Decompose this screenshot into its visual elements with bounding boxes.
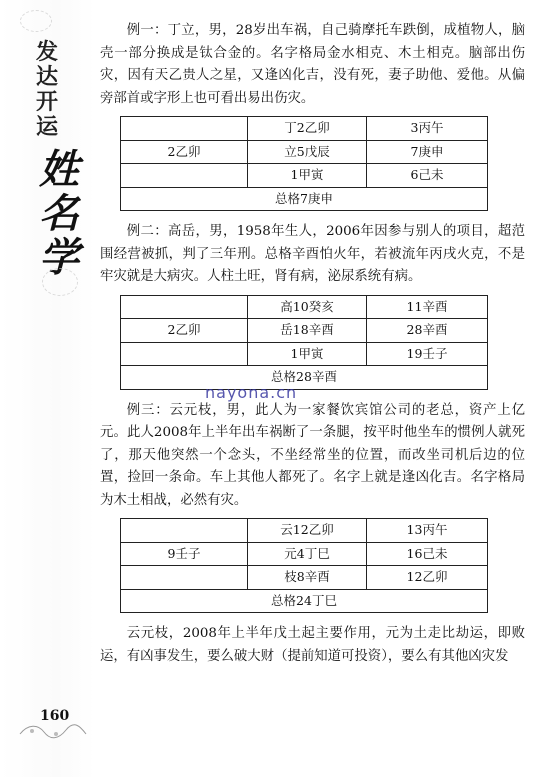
page-content [100, 20, 525, 674]
example-1-text: 例一：丁立，男，28岁出车祸，自己骑摩托车跌倒，成植物人，脑壳一部分换成是钛合金的。名字格局金水相克、木土相克。脑部出伤灾，因有天乙贵人之星，又逢凶化吉，没有死，妻子助他、爱他。从偏旁部首或字形上也可看出易出伤灾。 [100, 23, 525, 106]
ornament-swirl-icon [42, 268, 78, 296]
book-title-char: 发 [35, 40, 58, 65]
table-row [121, 319, 488, 343]
book-title-calligraphy [34, 148, 84, 280]
page-number: 160 [40, 708, 70, 724]
table-row [121, 589, 488, 613]
table-row [121, 542, 488, 566]
book-title-char: 开 [35, 90, 58, 115]
table-cell [121, 566, 248, 590]
calligraphy-char: 姓 [39, 146, 79, 193]
table-cell [121, 295, 248, 319]
table-row [121, 164, 488, 188]
book-title-char: 达 [35, 65, 58, 90]
name-chart-table-3 [120, 518, 488, 613]
calligraphy-char: 学 [39, 234, 79, 281]
example-2-text: 例二：高岳，男，1958年生人，2006年因参与别人的项目，超范围经营被抓，判了三年刑。总格辛酉怕火年，若被流年丙戌火克，不是牢灾就是大病灾。人柱土旺，肾有病，泌尿系统有病。 [100, 224, 525, 284]
watermark-text: nayona.cn [205, 383, 298, 402]
table-cell: 高10癸亥 [248, 295, 367, 319]
table-cell: 1甲寅 [248, 164, 367, 188]
table-cell: 28辛酉 [367, 319, 488, 343]
table-row [121, 187, 488, 211]
name-chart-table-2 [120, 295, 488, 390]
table-cell: 19壬子 [367, 342, 488, 366]
table-row [121, 342, 488, 366]
table-row [121, 566, 488, 590]
page-ornament-icon [18, 722, 88, 740]
book-title-vertical [32, 40, 62, 140]
table-cell: 云12乙卯 [248, 519, 367, 543]
table-cell: 6己未 [367, 164, 488, 188]
table-cell: 16己未 [367, 542, 488, 566]
table-cell: 2乙卯 [121, 319, 248, 343]
table-cell: 13丙午 [367, 519, 488, 543]
table-cell: 11辛酉 [367, 295, 488, 319]
table-cell [121, 519, 248, 543]
table-cell: 立5戊辰 [248, 140, 367, 164]
example-3-text: 例三：云元枝，男，此人为一家餐饮宾馆公司的老总，资产上亿元。此人2008年上半年出车祸断了一条腿，按平时他坐车的惯例人就死了，那天他突然一个念头，不坐经常坐的位置，而改坐司机后边的位置，捡回一条命。车上其他人都死了。名字上就是逢凶化吉。名字格局为木土相战，必然有灾。 [100, 402, 525, 508]
table-cell: 元4丁巳 [248, 542, 367, 566]
table-cell [121, 342, 248, 366]
book-title-char: 运 [35, 115, 58, 140]
page-sidebar [0, 0, 95, 777]
table-cell [121, 164, 248, 188]
table-row [121, 117, 488, 141]
table-row [121, 295, 488, 319]
table-cell: 岳18辛酉 [248, 319, 367, 343]
table-cell: 枝8辛酉 [248, 566, 367, 590]
table-row [121, 140, 488, 164]
ornament-swirl-icon [20, 10, 52, 32]
table-cell: 9壬子 [121, 542, 248, 566]
name-chart-table-1 [120, 116, 488, 211]
table-row [121, 366, 488, 390]
table-cell: 12乙卯 [367, 566, 488, 590]
table-cell: 3丙午 [367, 117, 488, 141]
table-cell: 1甲寅 [248, 342, 367, 366]
calligraphy-char: 名 [39, 190, 79, 237]
table-total-cell: 总格24丁巳 [121, 589, 488, 613]
table-total-cell: 总格7庚申 [121, 187, 488, 211]
table-total-cell: 总格28辛酉 [121, 366, 488, 390]
table-cell: 丁2乙卯 [248, 117, 367, 141]
table-cell: 2乙卯 [121, 140, 248, 164]
table-row [121, 519, 488, 543]
example-3-analysis-text: 云元枝，2008年上半年戊土起主要作用，元为土走比劫运，即败运，有凶事发生，要么破大财（提前知道可投资），要么有其他凶灾发 [100, 626, 525, 664]
table-cell [121, 117, 248, 141]
table-cell: 7庚申 [367, 140, 488, 164]
